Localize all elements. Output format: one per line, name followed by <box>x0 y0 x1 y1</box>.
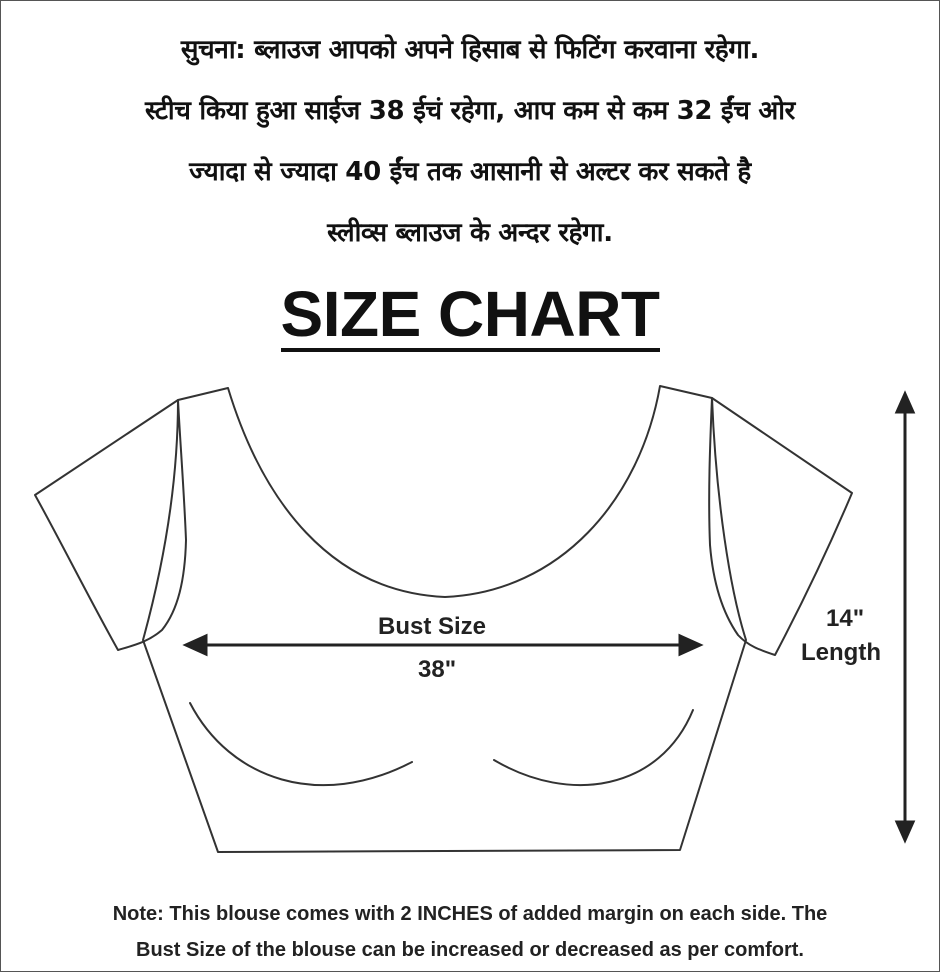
bust-size-label: Bust Size <box>378 613 487 640</box>
length-arrow-bottom-head <box>897 822 913 840</box>
bust-size-value: 38" <box>418 656 457 683</box>
right-bust-dart <box>494 710 693 785</box>
length-arrow <box>897 394 913 840</box>
size-chart-title: SIZE CHART <box>280 278 660 350</box>
notice-line-4: स्लीव्स ब्लाउज के अन्दर रहेगा. <box>327 218 613 248</box>
length-arrow-top-head <box>897 394 913 412</box>
bust-arrow-left-head <box>186 636 206 654</box>
notice-line-1: सुचना: ब्लाउज आपको अपने हिसाब से फिटिंग करवाना रहेगा. <box>180 35 760 65</box>
length-value: 14" <box>826 605 865 632</box>
notice-line-3: ज्यादा से ज्यादा 40 ईंच तक आसानी से अल्टर कर सकते है <box>189 157 751 187</box>
left-bust-dart <box>190 703 412 785</box>
length-label: Length <box>801 639 881 666</box>
note-line-1: Note: This blouse comes with 2 INCHES of added margin on each side. The <box>112 903 828 925</box>
left-sleeve-outline <box>35 400 186 650</box>
english-note <box>0 896 940 968</box>
note-line-2: Bust Size of the blouse can be increased or decreased as per comfort. <box>136 939 804 961</box>
bust-arrow-right-head <box>680 636 700 654</box>
notice-line-2: स्टीच किया हुआ साईज 38 ईचं रहेगा, आप कम से कम 32 ईंच ओर <box>145 96 795 126</box>
